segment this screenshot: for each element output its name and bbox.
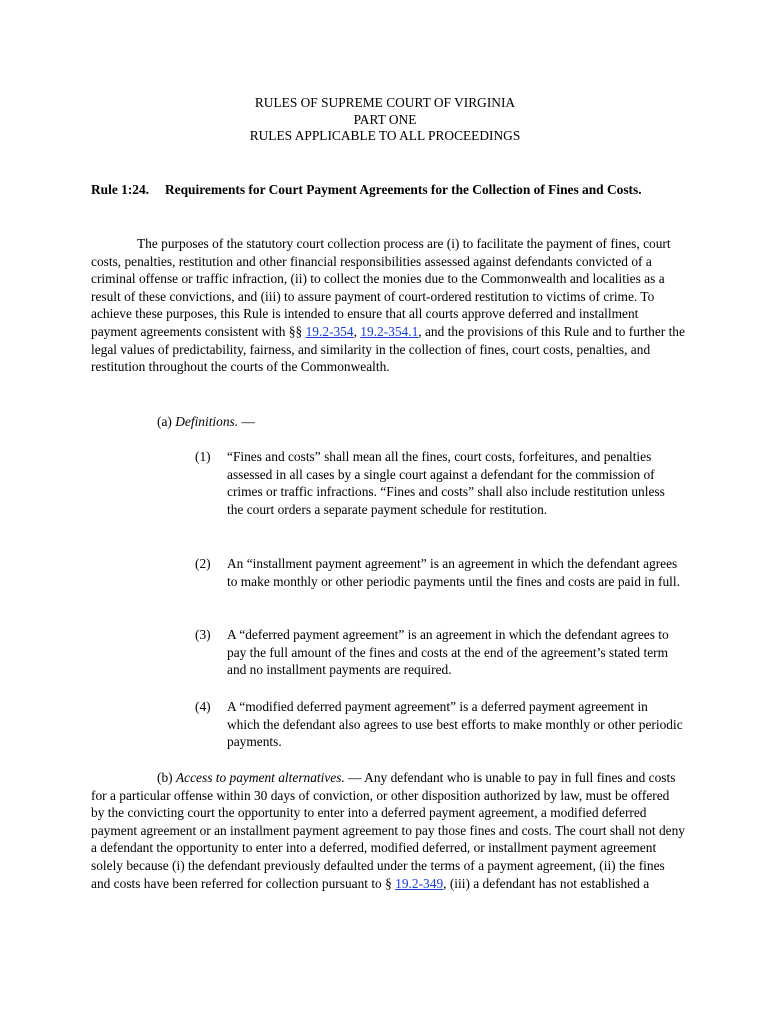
definition-marker: (1) [195, 449, 211, 464]
section-b-text-1: — Any defendant who is unable to pay in full fines and costs for a particular offense within 30 days of conviction, or other disposition authorized by law, must be offered by the convicting court the opportunity to enter into a deferred payment agreement, a modified deferred payment agreement or an installment payment agreement to pay those fines and costs. The court shall not deny a defendant the opportunity to enter into a deferred, modified deferred, or installment payment agreement solely because (i) the defendant previously defaulted under the terms of a payment agreement, (ii) the fines and costs have been referred for collection pursuant to § [91, 770, 685, 891]
section-b-title: Access to payment alternatives. [175, 770, 345, 785]
definition-marker: (4) [195, 699, 211, 714]
rule-number: Rule 1:24. [91, 182, 150, 197]
section-a-dash: — [238, 414, 255, 429]
section-a-heading [157, 413, 255, 431]
section-b-paragraph [91, 769, 686, 892]
header-court-title: RULES OF SUPREME COURT OF VIRGINIA [254, 95, 516, 110]
statute-link-19-2-354-1[interactable]: 19.2-354.1 [360, 323, 419, 339]
intro-text-2: , and the provisions of this Rule and to further the legal values of predictability, fairness, and similarity in the collection of fines, court costs, penalties, and restitution throughout the courts of the Commonwealth. [91, 323, 685, 375]
section-a-title: Definitions. [175, 414, 239, 429]
definition-text: A “modified deferred payment agreement” is a deferred payment agreement in which the defendant also agrees to use best efforts to make monthly or other periodic payments. [227, 699, 683, 750]
header-part-title: RULES APPLICABLE TO ALL PROCEEDINGS [249, 128, 521, 143]
rule-title: Requirements for Court Payment Agreements for the Collection of Fines and Costs. [165, 182, 642, 197]
intro-paragraph [91, 235, 686, 376]
intro-separator: , [353, 323, 361, 339]
section-b-label: (b) [157, 770, 173, 785]
definition-text: An “installment payment agreement” is an agreement in which the defendant agrees to make monthly or other periodic payments until the fines and costs are paid in full. [227, 556, 680, 589]
intro-text-1: The purposes of the statutory court collection process are (i) to facilitate the payment of fines, court costs, penalties, restitution and other financial responsibilities assessed against defendants convicted of a criminal offense or traffic infraction, (ii) to collect the monies due to the Commonwealth and localities as a result of these convictions, and (iii) to assure payment of court-ordered restitution to victims of crime. To achieve these purposes, this Rule is intended to ensure that all courts approve deferred and installment payment agreements consistent with §§ [91, 236, 671, 339]
definition-item [195, 626, 683, 679]
definition-marker: (3) [195, 627, 211, 642]
definition-item [195, 448, 683, 518]
statute-link-19-2-354[interactable]: 19.2-354 [305, 323, 354, 339]
section-a-label: (a) [157, 414, 172, 429]
header-part: PART ONE [353, 111, 417, 127]
definition-item [195, 555, 683, 590]
rule-heading [91, 181, 681, 199]
statute-link-19-2-349[interactable]: 19.2-349 [395, 875, 444, 891]
definition-marker: (2) [195, 556, 211, 571]
document-header [0, 95, 770, 145]
definition-text: A “deferred payment agreement” is an agreement in which the defendant agrees to pay the full amount of the fines and costs at the end of the agreement’s stated term and no installment payments are required. [227, 627, 669, 678]
definition-item [195, 698, 683, 751]
definition-text: “Fines and costs” shall mean all the fines, court costs, forfeitures, and penalties assessed in all cases by a single court against a defendant for the commission of crimes or traffic infractions. “Fines and costs” shall also include restitution unless the court orders a separate payment schedule for restitution. [227, 449, 665, 517]
section-b-text-2: , (iii) a defendant has not established a [443, 875, 650, 891]
